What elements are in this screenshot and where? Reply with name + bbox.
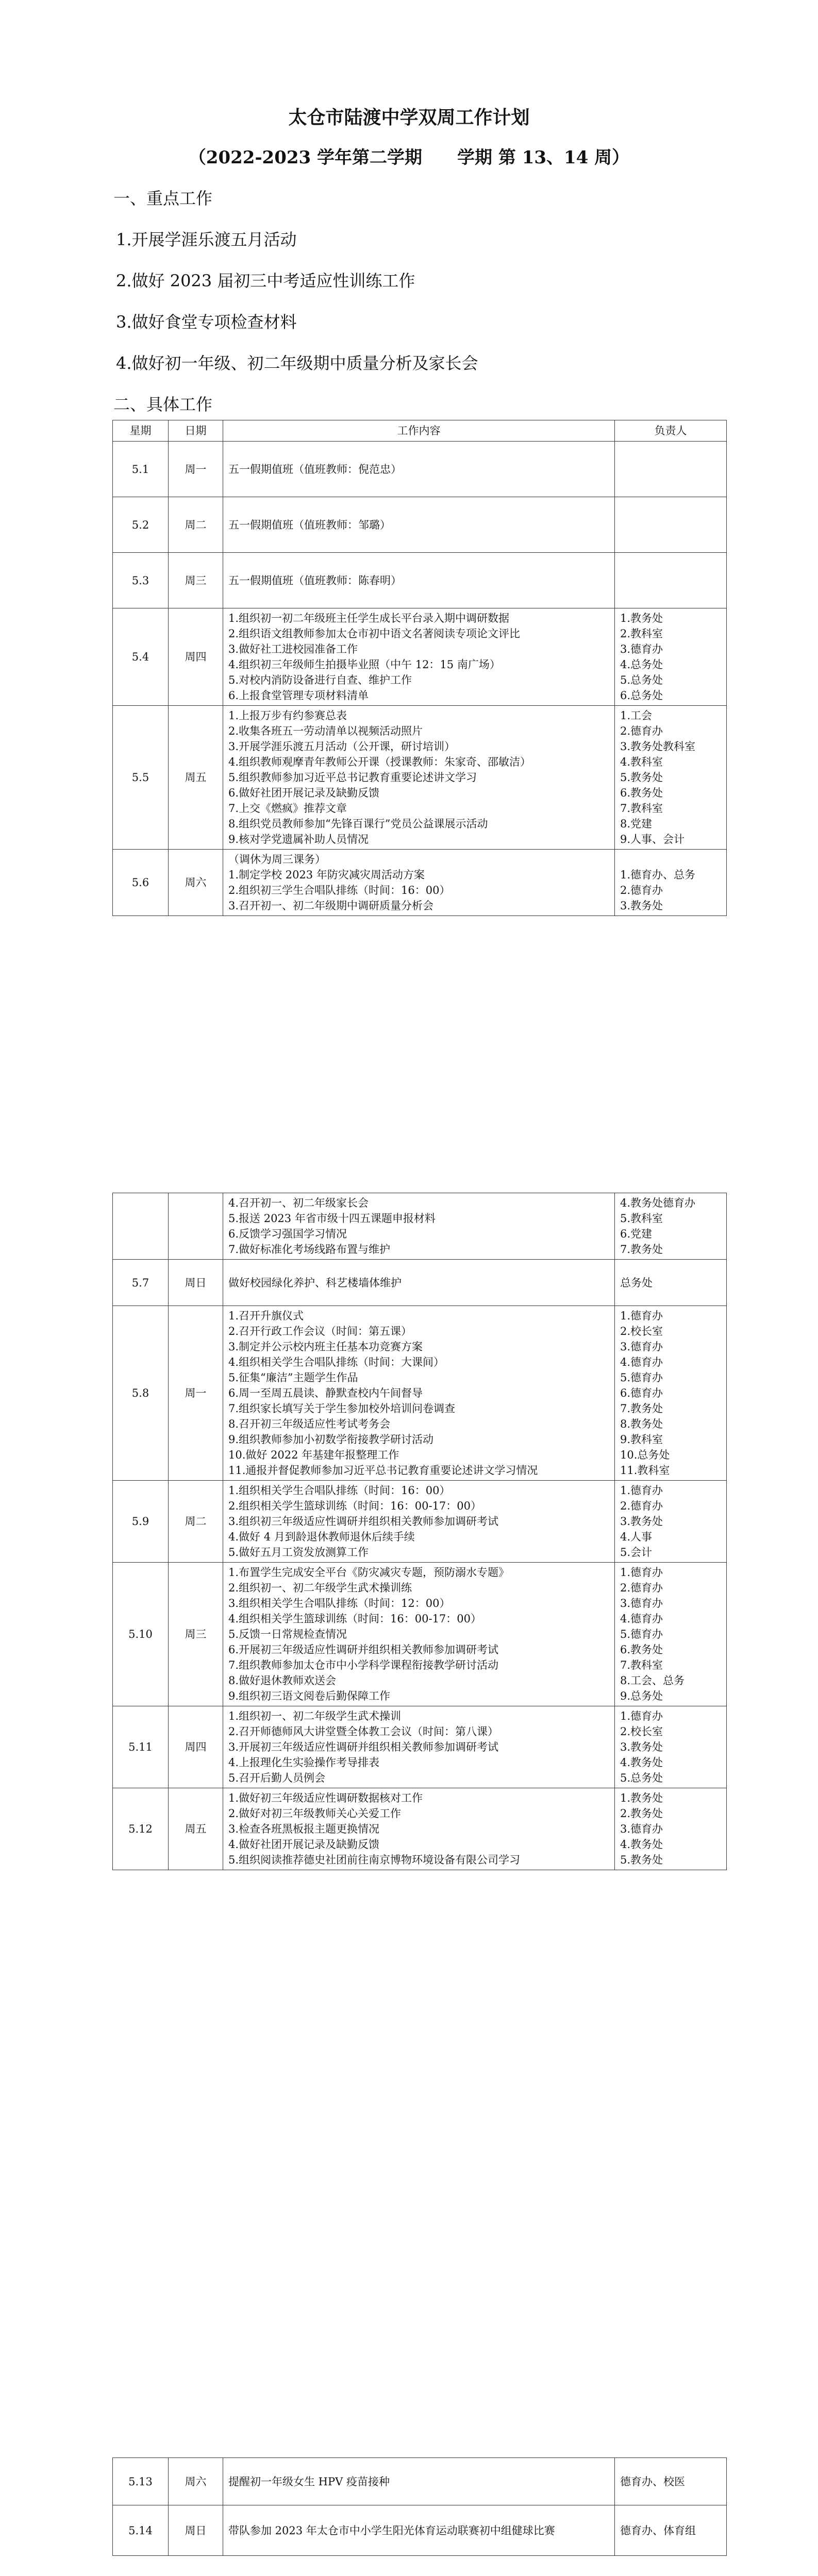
work-line: 3.召开初一、初二年级期中调研质量分析会 (228, 900, 434, 912)
owner-line: 7.教务处 (620, 1243, 663, 1256)
owner-line: 5.总务处 (620, 674, 663, 686)
work-line: 9.组织教师参加小初数学衔接教学研讨活动 (228, 1433, 434, 1446)
work-line: 1.布置学生完成安全平台《防灾减灾专题，预防溺水专题》 (228, 1566, 510, 1579)
work-line: 4.上报理化生实验操作考导排表 (228, 1756, 380, 1769)
owner-line: 2.校长室 (620, 1325, 663, 1337)
document-subtitle: （2022-2023 学年第二学期 学期 第 13、14 周） (188, 147, 630, 168)
table-row (113, 1306, 727, 1481)
owner-line: 4.教科室 (620, 756, 663, 768)
owner-line: 2.德育办 (620, 1582, 663, 1594)
header-owner: 负责人 (615, 420, 727, 442)
owner-cell (615, 706, 727, 850)
owner-line: 9.教科室 (620, 1433, 663, 1446)
schedule-table-page2 (112, 1193, 727, 1870)
day-cell: 周四 (169, 1706, 223, 1788)
work-line: 1.组织相关学生合唱队排练（时间：16：00） (228, 1484, 450, 1497)
key-point: 2.做好 2023 届初三中考适应性训练工作 (116, 271, 415, 291)
owner-line: 5.教科室 (620, 1212, 663, 1225)
work-line: 2.召开行政工作会议（时间：第五课） (228, 1325, 412, 1337)
owner-line: 德育办、体育组 (620, 2524, 696, 2537)
work-cell (223, 497, 615, 553)
owner-line: 4.教务处 (620, 1756, 663, 1769)
date-cell: 5.5 (113, 706, 169, 850)
owner-cell (615, 1788, 727, 1870)
work-cell (223, 1481, 615, 1563)
work-line: 4.组织相关学生篮球训练（时间：16：00-17：00） (228, 1613, 482, 1625)
work-line: 五一假期值班（值班教师：邹璐） (228, 518, 391, 531)
owner-line: 4.教务处 (620, 1838, 663, 1851)
day-cell: 周三 (169, 1563, 223, 1706)
owner-line: 6.党建 (620, 1228, 653, 1240)
owner-line: 7.教科室 (620, 802, 663, 815)
owner-line: 8.教务处 (620, 1418, 663, 1430)
key-point: 3.做好食堂专项检查材料 (116, 312, 297, 332)
work-line: 带队参加 2023 年太仓市中小学生阳光体育运动联赛初中组健球比赛 (228, 2524, 555, 2537)
work-cell (223, 608, 615, 706)
date-cell: 5.6 (113, 850, 169, 916)
work-line: 7.组织家长填写关于学生参加校外培训问卷调查 (228, 1402, 456, 1415)
work-line: 4.组织初三年级师生拍摄毕业照（中午 12：15 南广场） (228, 658, 500, 671)
work-line: 9.组织初三语文阅卷后勤保障工作 (228, 1690, 391, 1702)
owner-line: 4.人事 (620, 1531, 653, 1543)
owner-line: 1.德育办 (620, 1484, 663, 1497)
owner-cell (615, 1306, 727, 1481)
owner-line: 3.德育办 (620, 1597, 663, 1609)
table-row (113, 850, 727, 916)
work-cell (223, 1260, 615, 1306)
table-row (113, 706, 727, 850)
work-line: 4.组织相关学生合唱队排练（时间：大课间） (228, 1356, 445, 1368)
work-line: 7.组织教师参加太仓市中小学科学课程衔接教学研讨活动 (228, 1659, 499, 1671)
owner-line: 7.教科室 (620, 1659, 663, 1671)
work-line: 2.组织相关学生篮球训练（时间：16：00-17：00） (228, 1500, 482, 1512)
table-row (113, 2458, 727, 2505)
table-row (113, 1563, 727, 1706)
owner-line: 5.德育办 (620, 1371, 663, 1384)
work-line: 3.开展初三年级适应性调研并组织相关教师参加调研考试 (228, 1741, 499, 1753)
section-heading-key-work: 一、重点工作 (113, 189, 213, 208)
owner-line: 1.德育办 (620, 1710, 663, 1722)
owner-cell (615, 1193, 727, 1260)
work-line: 5.组织阅读推荐德史社团前往南京博物环境设备有限公司学习 (228, 1854, 521, 1866)
table-row (113, 497, 727, 553)
work-cell (223, 706, 615, 850)
work-line: 5.征集“廉洁”主题学生作品 (228, 1371, 358, 1384)
table-row (113, 2505, 727, 2556)
header-date: 星期 (113, 420, 169, 442)
work-line: 5.召开后勤人员例会 (228, 1772, 326, 1784)
owner-line: 9.总务处 (620, 1690, 663, 1702)
work-line: 7.做好标准化考场线路布置与维护 (228, 1243, 391, 1256)
owner-line: 3.教务处 (620, 900, 663, 912)
work-cell (223, 2458, 615, 2505)
work-line: （调休为周三课务） (228, 853, 326, 866)
work-line: 6.开展初三年级适应性调研并组织相关教师参加调研考试 (228, 1643, 499, 1656)
owner-cell (615, 2505, 727, 2556)
owner-line: 1.教务处 (620, 612, 663, 624)
work-line: 1.召开升旗仪式 (228, 1310, 304, 1322)
work-line: 五一假期值班（值班教师：倪范忠） (228, 463, 402, 476)
owner-line: 总务处 (620, 1276, 653, 1289)
owner-line: 4.德育办 (620, 1356, 663, 1368)
date-cell: 5.8 (113, 1306, 169, 1481)
owner-line: 8.工会、总务 (620, 1674, 685, 1687)
table-row (113, 442, 727, 497)
day-cell: 周一 (169, 1306, 223, 1481)
owner-cell (615, 497, 727, 553)
owner-line: 2.德育办 (620, 725, 663, 737)
key-point: 1.开展学涯乐渡五月活动 (116, 230, 297, 249)
work-line: 8.召开初三年级适应性考试考务会 (228, 1418, 391, 1430)
work-line: 8.做好退休教师欢送会 (228, 1674, 337, 1687)
work-line: 4.召开初一、初二年级家长会 (228, 1197, 369, 1209)
owner-line: 5.总务处 (620, 1772, 663, 1784)
work-line: 2.收集各班五一劳动清单以视频活动照片 (228, 725, 423, 737)
work-line: 5.做好五月工资发放测算工作 (228, 1546, 369, 1558)
owner-line: 5.会计 (620, 1546, 653, 1558)
owner-line: 6.教务处 (620, 787, 663, 799)
work-line: 4.做好 4 月到龄退休教师退休后续手续 (228, 1531, 415, 1543)
work-line: 3.做好社工进校园准备工作 (228, 643, 358, 655)
work-line: 做好校园绿化养护、科艺楼墙体维护 (228, 1276, 402, 1289)
work-cell (223, 1193, 615, 1260)
day-cell: 周五 (169, 1788, 223, 1870)
work-line: 2.组织初一、初二年级学生武术操训练 (228, 1582, 412, 1594)
table-row (113, 1481, 727, 1563)
schedule-table-page3 (112, 2458, 727, 2556)
table-header-row (113, 420, 727, 442)
owner-line: 德育办、校医 (620, 2475, 685, 2488)
document-title: 太仓市陆渡中学双周工作计划 (288, 107, 530, 128)
owner-line: 7.教务处 (620, 1402, 663, 1415)
owner-line: 5.教务处 (620, 771, 663, 784)
owner-cell (615, 1260, 727, 1306)
work-line: 2.组织初三学生合唱队排练（时间：16：00） (228, 884, 450, 896)
work-line: 5.反馈一日常规检查情况 (228, 1628, 347, 1640)
work-cell (223, 553, 615, 608)
work-line: 6.做好社团开展记录及缺勤反馈 (228, 787, 380, 799)
table-row (113, 1193, 727, 1260)
date-cell: 5.3 (113, 553, 169, 608)
date-cell: 5.11 (113, 1706, 169, 1788)
owner-line: 3.德育办 (620, 1341, 663, 1353)
owner-line: 6.总务处 (620, 689, 663, 702)
owner-line: 1.工会 (620, 709, 653, 722)
work-line: 1.做好初三年级适应性调研数据核对工作 (228, 1792, 423, 1804)
work-line: 6.反馈学习强国学习情况 (228, 1228, 347, 1240)
work-line: 9.核对学党遗属补助人员情况 (228, 833, 369, 845)
owner-line (620, 852, 721, 867)
date-cell: 5.4 (113, 608, 169, 706)
owner-line: 1.德育办 (620, 1566, 663, 1579)
key-point: 4.做好初一年级、初二年级期中质量分析及家长会 (116, 353, 478, 373)
day-cell: 周五 (169, 706, 223, 850)
owner-cell (615, 442, 727, 497)
owner-line: 3.德育办 (620, 643, 663, 655)
owner-line: 3.教务处 (620, 1741, 663, 1753)
work-line: 7.上交《燃疯》推荐文章 (228, 802, 347, 815)
day-cell: 周四 (169, 608, 223, 706)
work-line: 3.组织相关学生合唱队排练（时间：12：00） (228, 1597, 450, 1609)
owner-line: 10.总务处 (620, 1449, 670, 1461)
owner-cell (615, 1563, 727, 1706)
date-cell (113, 1193, 169, 1260)
day-cell: 周一 (169, 442, 223, 497)
section-heading-specific-work: 二、具体工作 (113, 395, 213, 414)
owner-line: 6.教务处 (620, 1643, 663, 1656)
work-cell (223, 1788, 615, 1870)
work-line: 3.检查各班黑板报主题更换情况 (228, 1823, 380, 1835)
owner-line: 2.德育办 (620, 884, 663, 896)
owner-line: 11.教科室 (620, 1464, 670, 1477)
date-cell: 5.14 (113, 2505, 169, 2556)
work-cell (223, 1306, 615, 1481)
owner-cell (615, 1481, 727, 1563)
owner-line: 2.教务处 (620, 1807, 663, 1820)
date-cell: 5.13 (113, 2458, 169, 2505)
day-cell: 周日 (169, 2505, 223, 2556)
date-cell: 5.1 (113, 442, 169, 497)
day-cell: 周日 (169, 1260, 223, 1306)
table-row (113, 1706, 727, 1788)
work-cell (223, 2505, 615, 2556)
work-line: 2.召开师德师风大讲堂暨全体教工会议（时间：第八课） (228, 1725, 499, 1738)
owner-cell (615, 608, 727, 706)
work-line: 8.组织党员教师参加“先锋百课行”党员公益课展示活动 (228, 818, 488, 830)
owner-line: 3.教务处教科室 (620, 740, 696, 753)
owner-cell (615, 2458, 727, 2505)
work-line: 2.组织语文组教师参加太仓市初中语文名著阅读专项论文评比 (228, 628, 521, 640)
owner-line: 9.人事、会计 (620, 833, 685, 845)
owner-line: 2.德育办 (620, 1500, 663, 1512)
owner-line: 4.教务处德育办 (620, 1197, 696, 1209)
work-line: 6.周一至周五晨读、静默查校内午间督导 (228, 1387, 423, 1399)
work-line: 5.组织教师参加习近平总书记教育重要论述讲文学习 (228, 771, 477, 784)
owner-line: 3.教务处 (620, 1515, 663, 1528)
day-cell: 周二 (169, 497, 223, 553)
work-line: 提醒初一年级女生 HPV 疫苗接种 (228, 2475, 390, 2488)
work-line: 6.上报食堂管理专项材料清单 (228, 689, 369, 702)
owner-line: 4.德育办 (620, 1613, 663, 1625)
owner-cell (615, 850, 727, 916)
work-cell (223, 442, 615, 497)
date-cell: 5.7 (113, 1260, 169, 1306)
table-row (113, 553, 727, 608)
day-cell: 周六 (169, 2458, 223, 2505)
date-cell: 5.9 (113, 1481, 169, 1563)
day-cell: 周六 (169, 850, 223, 916)
owner-line: 3.德育办 (620, 1823, 663, 1835)
owner-line: 8.党建 (620, 818, 653, 830)
header-work: 工作内容 (223, 420, 615, 442)
work-line: 1.组织初一、初二年级学生武术操训 (228, 1710, 402, 1722)
work-line: 5.对校内消防设备进行自查、维护工作 (228, 674, 412, 686)
owner-cell (615, 553, 727, 608)
owner-line: 2.教科室 (620, 628, 663, 640)
owner-line: 1.德育办 (620, 1310, 663, 1322)
owner-line: 4.总务处 (620, 658, 663, 671)
table-row (113, 1788, 727, 1870)
day-cell (169, 1193, 223, 1260)
date-cell: 5.10 (113, 1563, 169, 1706)
day-cell: 周二 (169, 1481, 223, 1563)
day-cell: 周三 (169, 553, 223, 608)
work-cell (223, 1706, 615, 1788)
work-cell (223, 850, 615, 916)
work-line: 4.组织教师观摩青年教师公开课（授课教师：朱家奇、邵敏洁） (228, 756, 531, 768)
work-line: 1.制定学校 2023 年防灾减灾周活动方案 (228, 869, 425, 881)
owner-line: 6.德育办 (620, 1387, 663, 1399)
date-cell: 5.12 (113, 1788, 169, 1870)
table-row (113, 1260, 727, 1306)
owner-line: 1.教务处 (620, 1792, 663, 1804)
work-line: 4.做好社团开展记录及缺勤反馈 (228, 1838, 380, 1851)
work-line: 2.做好对初三年级教师关心关爱工作 (228, 1807, 402, 1820)
owner-line: 2.校长室 (620, 1725, 663, 1738)
work-line: 5.报送 2023 年省市级十四五课题申报材料 (228, 1212, 436, 1225)
table-row (113, 608, 727, 706)
header-day: 日期 (169, 420, 223, 442)
work-line: 3.组织初三年级适应性调研并组织相关教师参加调研考试 (228, 1515, 499, 1528)
work-line: 1.上报万步有约参赛总表 (228, 709, 347, 722)
work-line: 11.通报并督促教师参加习近平总书记教育重要论述讲文学习情况 (228, 1464, 538, 1477)
work-line: 3.制定并公示校内班主任基本功竞赛方案 (228, 1341, 423, 1353)
work-cell (223, 1563, 615, 1706)
owner-cell (615, 1706, 727, 1788)
owner-line: 5.教务处 (620, 1854, 663, 1866)
work-line: 3.开展学涯乐渡五月活动（公开课，研讨培训） (228, 740, 456, 753)
owner-line: 5.德育办 (620, 1628, 663, 1640)
work-line: 10.做好 2022 年基建年报整理工作 (228, 1449, 399, 1461)
work-line: 五一假期值班（值班教师：陈春明） (228, 574, 402, 587)
work-line: 1.组织初一初二年级班主任学生成长平台录入期中调研数据 (228, 612, 510, 624)
owner-line: 1.德育办、总务 (620, 869, 696, 881)
date-cell: 5.2 (113, 497, 169, 553)
schedule-table-page1 (112, 420, 727, 916)
